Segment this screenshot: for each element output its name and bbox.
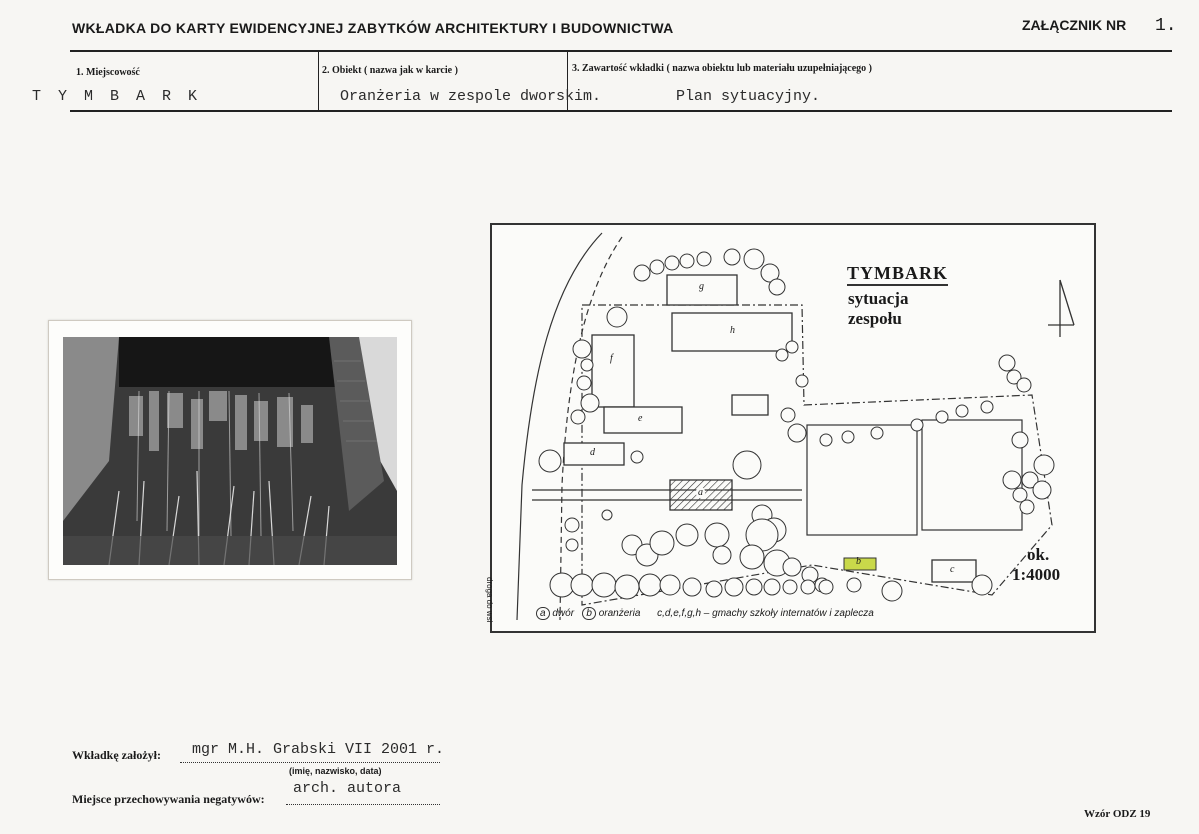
building-f: [592, 335, 634, 407]
storage-value: arch. autora: [293, 780, 402, 797]
plan-subtitle-2: zespołu: [848, 309, 902, 328]
scale-value: 1:4000: [1012, 565, 1061, 584]
legend-b: oranżeria: [598, 608, 641, 619]
label-d: d: [590, 447, 595, 458]
attachment-label: ZAŁĄCZNIK NR: [1022, 17, 1127, 33]
fields-bottom-rule: [70, 110, 1172, 112]
north-arrow-icon: [1048, 280, 1074, 337]
place-value: T Y M B A R K: [32, 88, 202, 105]
legend-key-a: a: [536, 607, 550, 620]
top-rule: [70, 50, 1172, 52]
label-h: h: [730, 325, 735, 336]
founder-note: (imię, nazwisko, data): [289, 766, 382, 776]
legend-rest: c,d,e,f,g,h – gmachy szkoły internatów i zaplecza: [657, 608, 874, 619]
form-title: WKŁADKA DO KARTY EWIDENCYJNEJ ZABYTKÓW ARCHITEKTURY I BUDOWNICTWA: [72, 20, 674, 36]
building-pond: [732, 395, 768, 415]
founder-line: [180, 762, 440, 763]
label-a: a: [698, 487, 703, 498]
photograph-print: [48, 320, 412, 580]
attachment-number: 1.: [1155, 16, 1177, 36]
site-plan: [485, 223, 1096, 633]
label-g: g: [699, 281, 704, 292]
building-e: [604, 407, 682, 433]
storage-label: Miejsce przechowywania negatywów:: [72, 792, 265, 806]
label-e: e: [638, 413, 643, 424]
label-f: f: [610, 353, 613, 364]
plan-subtitle-1: sytuacja: [848, 289, 909, 308]
storage-line: [286, 804, 440, 805]
label-b: b: [856, 556, 861, 567]
plan-title: TYMBARK: [847, 261, 948, 286]
scale-prefix: ok.: [1027, 545, 1050, 564]
content-label: 3. Zawartość wkładki ( nazwa obiektu lub materiału uzupełniającego ): [572, 63, 873, 74]
form-code: Wzór ODZ 19: [1084, 808, 1151, 820]
object-value: Oranżeria w zespole dworskim.: [340, 88, 602, 105]
place-label: 1. Miejscowość: [76, 67, 140, 78]
plan-legend: [536, 608, 874, 619]
road-label: droga do wsi: [485, 577, 494, 623]
orangery-photo: [49, 321, 411, 579]
content-value: Plan sytuacyjny.: [676, 88, 821, 105]
founder-label: Wkładkę założył:: [72, 748, 161, 762]
object-label: 2. Obiekt ( nazwa jak w karcie ): [322, 65, 458, 76]
field-divider-1: [318, 52, 319, 112]
founder-value: mgr M.H. Grabski VII 2001 r.: [192, 741, 445, 758]
legend-key-b: b: [582, 607, 596, 620]
site-plan-drawing: [492, 225, 1094, 631]
label-c: c: [950, 564, 955, 575]
legend-a: dwór: [552, 608, 575, 619]
